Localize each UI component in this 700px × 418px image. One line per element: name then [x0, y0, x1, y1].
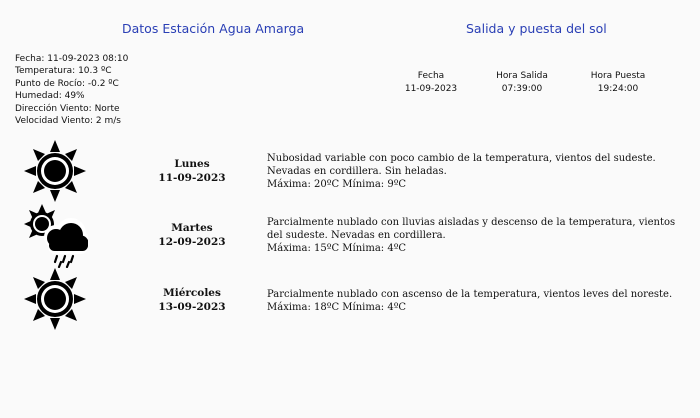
forecast-description: [267, 288, 687, 314]
sun-cloud-rain-icon: [22, 202, 88, 268]
forecast-description: [267, 152, 687, 191]
forecast-day-name: Miércoles: [163, 287, 221, 299]
sunset-header: Hora Puesta: [590, 71, 646, 81]
forecast-text: Parcialmente nublado con ascenso de la temperatura, vientos leves del noreste.: [267, 289, 673, 300]
sun-column-sunrise: [477, 70, 567, 96]
forecast-day-name: Martes: [171, 222, 213, 234]
sunrise-header: Hora Salida: [496, 71, 548, 81]
station-date: Fecha: 11-09-2023 08:10: [15, 54, 129, 64]
forecast-description: [267, 216, 687, 255]
station-readings: [15, 53, 128, 127]
forecast-day-date: 11-09-2023: [158, 172, 226, 184]
sunrise-value: 07:39:00: [501, 84, 543, 94]
sun-date-value: 11-09-2023: [404, 84, 458, 94]
sun-icon: [22, 138, 88, 204]
forecast-temps: Máxima: 20ºC Mínima: 9ºC: [267, 179, 407, 190]
station-dew-point: Punto de Rocío: -0.2 ºC: [15, 78, 119, 89]
station-humidity: Humedad: 49%: [15, 91, 85, 102]
forecast-day-date: 12-09-2023: [158, 236, 226, 248]
forecast-day-label: [146, 221, 238, 249]
station-title: Datos Estación Agua Amarga: [122, 21, 305, 36]
forecast-text: Parcialmente nublado con lluvias aisladas y descenso de la temperatura, vientos del sudeste. Nevadas en cordillera.: [267, 217, 676, 241]
sun-times-title: Salida y puesta del sol: [466, 21, 607, 36]
sun-icon: [22, 266, 88, 332]
station-wind-speed: Velocidad Viento: 2 m/s: [15, 116, 121, 127]
sun-column-sunset: [573, 70, 663, 96]
station-wind-direction: Dirección Viento: Norte: [15, 103, 120, 114]
forecast-temps: Máxima: 15ºC Mínima: 4ºC: [267, 243, 407, 254]
forecast-day-date: 13-09-2023: [158, 301, 226, 313]
sun-column-date: [386, 70, 476, 96]
forecast-day-label: [146, 157, 238, 185]
forecast-day-label: [146, 286, 238, 314]
forecast-temps: Máxima: 18ºC Mínima: 4ºC: [267, 302, 407, 313]
sun-date-header: Fecha: [417, 71, 445, 81]
forecast-day-name: Lunes: [174, 158, 210, 170]
station-temperature: Temperatura: 10.3 ºC: [15, 66, 112, 77]
sunset-value: 19:24:00: [597, 84, 639, 94]
forecast-text: Nubosidad variable con poco cambio de la temperatura, vientos del sudeste. Nevadas en cordillera. Sin heladas.: [267, 153, 656, 177]
